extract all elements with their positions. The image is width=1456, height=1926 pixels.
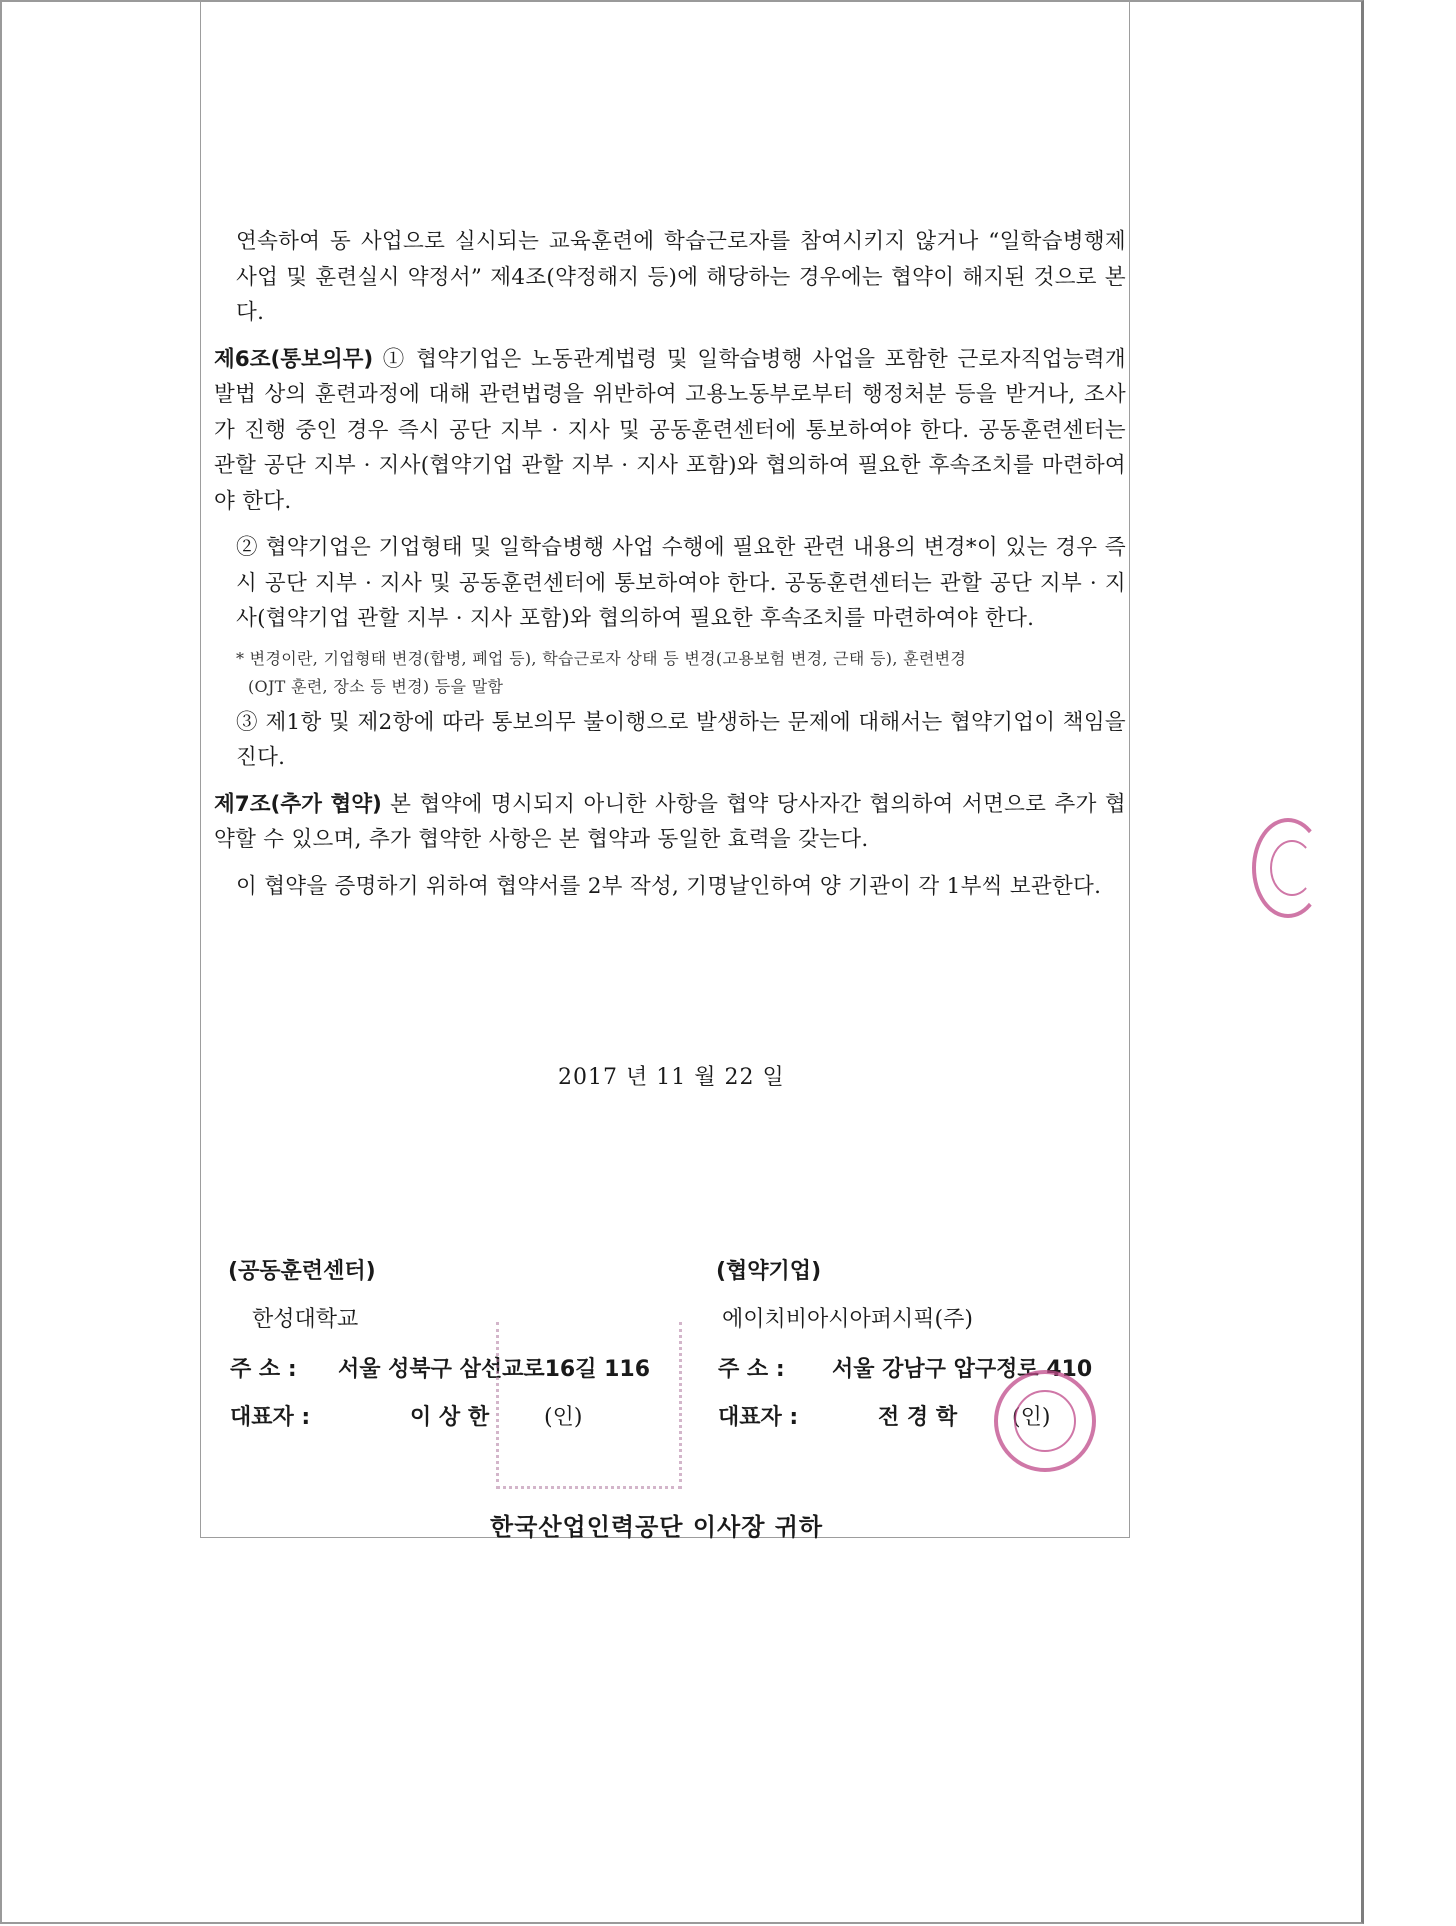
company-seal-icon xyxy=(994,1370,1096,1472)
article-6-clause-1-text: ① 협약기업은 노동관계법령 및 일학습병행 사업을 포함한 근로자직업능력개발법 상의 훈련과정에 대해 관련법령을 위반하여 고용노동부로부터 행정처분 등을 받거나, 조사가 진행 중인 경우 즉시 공단 지부 · 지사 및 공동훈련센터에 통보하여야 한다. 공동훈련센터는 관할 공단 지부 · 지사(협약기업 관할 지부 · 지사 포함)와 협의하여 필요한 후속조치를 마련하여야 한다. xyxy=(214,346,1126,514)
left-address-label: 주 소 : xyxy=(230,1357,297,1382)
left-seal-mark: (인) xyxy=(544,1405,583,1430)
left-address: 서울 성북구 삼선교로16길 116 xyxy=(338,1357,651,1382)
addressee: 한국산업인력공단 이사장 귀하 xyxy=(490,1513,824,1541)
closing-statement: 이 협약을 증명하기 위하여 협약서를 2부 작성, 기명날인하여 양 기관이 각 1부씩 보관한다. xyxy=(236,873,1102,899)
article-6-clause-2: ② 협약기업은 기업형태 및 일학습병행 사업 수행에 필요한 관련 내용의 변경*이 있는 경우 즉시 공단 지부 · 지사 및 공동훈련센터에 통보하여야 한다. 공동훈련센터는 관할 공단 지부 · 지사(협약기업 관할 지부 · 지사 포함)와 협의하여 필요한 후속조치를 마련하여야 한다. xyxy=(236,535,1126,631)
left-rep-name: 이 상 한 xyxy=(410,1405,490,1430)
left-rep-label: 대표자 : xyxy=(230,1405,311,1430)
edge-seal-icon xyxy=(1252,818,1324,918)
right-rep-name: 전 경 학 xyxy=(878,1405,958,1430)
article-6-title: 제6조(통보의무) xyxy=(214,346,374,372)
right-address-label: 주 소 : xyxy=(718,1357,785,1382)
footnote-line-2: (OJT 훈련, 장소 등 변경) 등을 말함 xyxy=(248,676,504,696)
article-7-text: 본 협약에 명시되지 아니한 사항을 협약 당사자간 협의하여 서면으로 추가 협약할 수 있으며, 추가 협약한 사항은 본 협약과 동일한 효력을 갖는다. xyxy=(214,791,1127,852)
continuation-paragraph: 연속하여 동 사업으로 실시되는 교육훈련에 학습근로자를 참여시키지 않거나 “일학습병행제 사업 및 훈련실시 약정서” 제4조(약정해지 등)에 해당하는 경우에는 협약이 해지된 것으로 본다. xyxy=(236,229,1126,325)
document-body xyxy=(214,224,1126,904)
right-rep-label: 대표자 : xyxy=(718,1405,799,1430)
change-footnote xyxy=(214,645,1126,701)
viewer-gutter xyxy=(1366,0,1456,1926)
agreement-date: 2017 년 11 월 22 일 xyxy=(558,1065,785,1090)
footnote-line-1: * 변경이란, 기업형태 변경(합병, 폐업 등), 학습근로자 상태 등 변경(고용보험 변경, 근태 등), 훈련변경 xyxy=(236,648,967,668)
article-7-paragraph xyxy=(214,787,1126,858)
right-address: 서울 강남구 압구정로 410 xyxy=(832,1357,1093,1382)
article-7-title: 제7조(추가 협약) xyxy=(214,791,382,817)
right-seal-mark: (인) xyxy=(1012,1405,1051,1430)
right-party-header: (협약기업) xyxy=(716,1259,822,1284)
article-6-clause-3: ③ 제1항 및 제2항에 따라 통보의무 불이행으로 발생하는 문제에 대해서는 협약기업이 책임을 진다. xyxy=(236,709,1126,770)
right-party-name: 에이치비아시아퍼시픽(주) xyxy=(722,1307,973,1332)
left-party-header: (공동훈련센터) xyxy=(228,1259,376,1284)
left-stamp-impression xyxy=(496,1322,682,1489)
article-6-clause-1 xyxy=(214,342,1126,520)
left-party-name: 한성대학교 xyxy=(252,1307,359,1332)
